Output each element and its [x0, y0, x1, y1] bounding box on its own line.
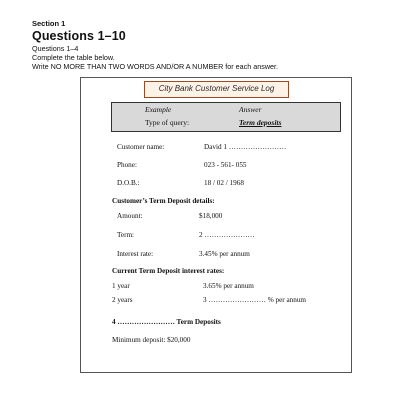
dob-label: D.O.B.: [117, 179, 140, 187]
page-title: Questions 1–10 [32, 29, 126, 43]
current-rates-heading: Current Term Deposit interest rates: [112, 267, 225, 275]
example-box [111, 102, 341, 132]
amount-value: $18,000 [199, 212, 223, 220]
example-question: Type of query: [145, 118, 190, 127]
question-4-line: 4 …………………… Term Deposits [112, 318, 221, 326]
example-answer: Term deposits [239, 118, 282, 127]
instruction-line: Write NO MORE THAN TWO WORDS AND/OR A NUMBER for each answer. [32, 62, 279, 71]
rate-label: Interest rate: [117, 250, 154, 258]
term-label: Term: [117, 231, 135, 239]
rate-row-label: 1 year [112, 282, 130, 290]
example-col-header: Example [145, 105, 172, 114]
phone-value: 023 - 561- 055 [204, 161, 247, 169]
phone-label: Phone: [117, 161, 137, 169]
rate-row-label: 2 years [112, 296, 133, 304]
amount-label: Amount: [117, 212, 143, 220]
rate-value: 3.45% per annum [199, 250, 250, 258]
customer-name-label: Customer name: [117, 143, 165, 151]
instruction-line: Complete the table below. [32, 53, 115, 62]
term-details-heading: Customer’s Term Deposit details: [112, 197, 215, 205]
form-title: City Bank Customer Service Log [144, 81, 289, 98]
rate-row-value: 3.65% per annum [203, 282, 254, 290]
instruction-line: Questions 1–4 [32, 44, 79, 53]
dob-value: 18 / 02 / 1968 [204, 179, 244, 187]
section-label: Section 1 [32, 19, 66, 28]
answer-col-header: Answer [239, 105, 262, 114]
rate-row-value: 3 …………………… % per annum [203, 296, 307, 304]
minimum-deposit: Minimum deposit: $20,000 [112, 336, 191, 344]
customer-name-value: David 1 …………………… [204, 143, 287, 151]
term-value: 2 ………………… [199, 231, 255, 239]
